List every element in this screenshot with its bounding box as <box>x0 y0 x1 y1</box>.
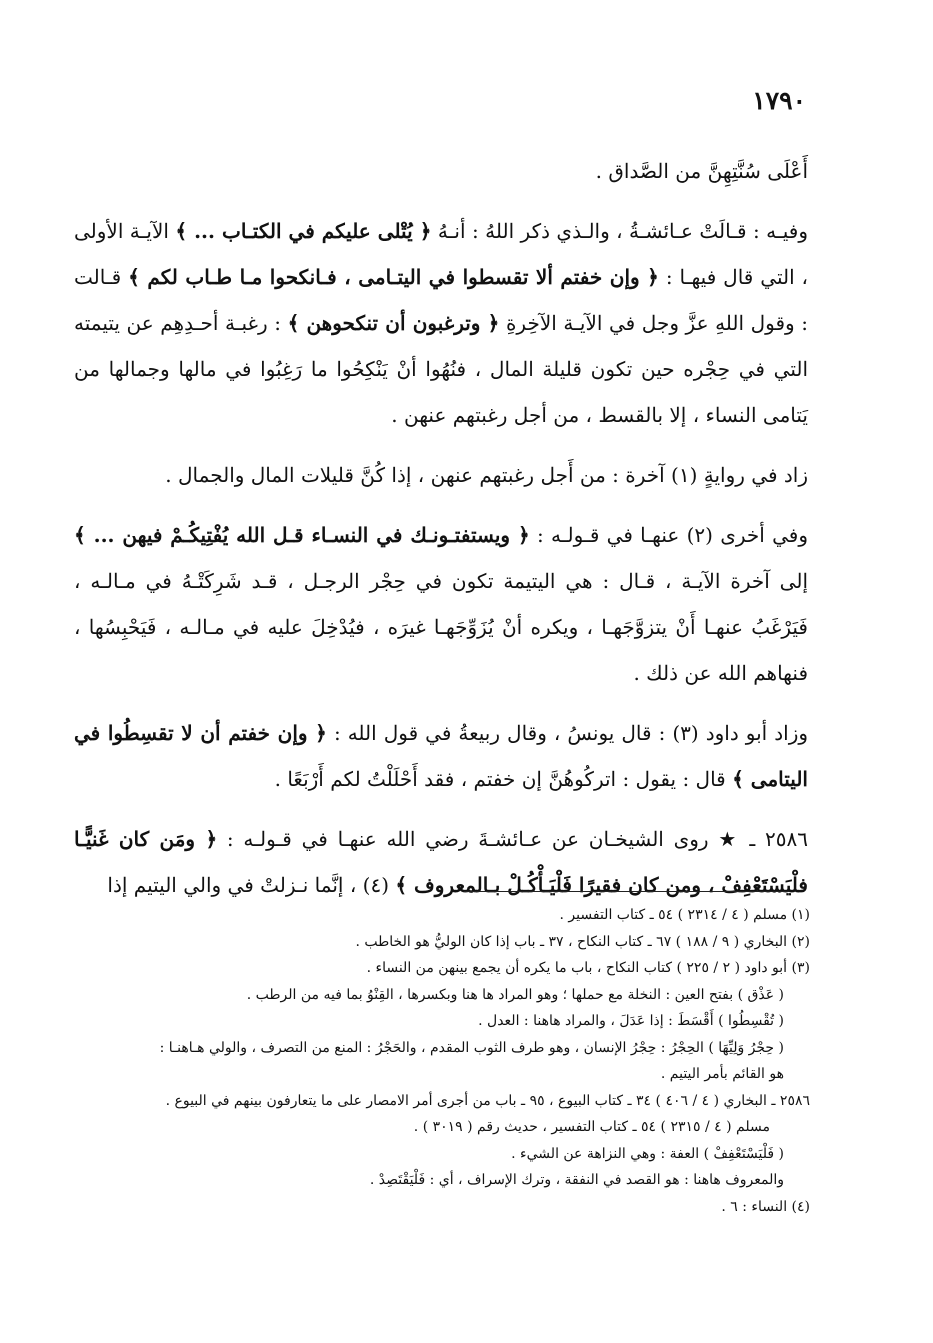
footnote-2: (٢) البخاري ( ٩ / ١٨٨ ) ٦٧ ـ كتاب النكاح ، ٣٧ ـ باب إذا كان الوليُّ هو الخاطب . <box>355 933 810 950</box>
footnote-divider <box>464 891 789 892</box>
gloss-item: ( عَذْق ) بفتح العين : النخلة مع حملها ؛ وهو المراد ها هنا وبكسرها ، القِنْوُ بما فيه من الرطب . <box>246 986 784 1003</box>
paragraph-3: زاد في روايةٍ (١) آخرة : من أَجل رغبتهم عنهن ، إذا كُنَّ قليلات المال والجمال . <box>165 463 808 487</box>
footnotes <box>72 902 810 1220</box>
paragraph-6: ٢٥٨٦ ـ ★ روى الشيخـان عن عـائشـةَ رضي الله عنهـا في قـولـه : ﴿ ومَن كان غَنيًّـا فلْيَسْتَعْفِفْ ، ومن كان فقيرًا فَلْيَـأْكُـلْ بـالمعروف ﴾ (٤) ، إنَّما نـزلتْ في والي اليتيم إذا <box>74 827 808 897</box>
footnote-4: (٤) النساء : ٦ . <box>721 1198 810 1215</box>
paragraph-4: وفي أخرى (٢) عنهـا في قـولـه : ﴿ ويستفتـونـك في النسـاء قـل الله يُفْتِيكُـمْ فيهن ... ﴾ إلى آخرة الآيـة ، قـال : هي اليتيمة تكون في حِجْر الرجـل ، قـد شَرِكَتْـهُ في مـالـه ، فَيَرْغَبُ عنهـا أَنْ يتزوَّجَهـا ، ويكره أنْ يُزَوِّجَهـا غيرَه ، فيُدْخِلَ عليه في مـالـه ، فَيَحْبِسُها ، فنهاهم الله عن ذلك . <box>74 523 809 685</box>
paragraph-5: وزاد أبو داود (٣) : قال يونسُ ، وقال ربيعةُ في قول الله : ﴿ وإن خفتم أن لا تقسِطُوا في اليتامى ﴾ قال : يقول : اتركُوهُنَّ إن خفتم ، فقد أَحْلَلْتُ لكم أَرْبَعًا . <box>74 721 809 791</box>
quran-quote: ﴿ وإن خفتم أن لا تقسِطُوا في اليتامى ﴾ <box>74 721 808 791</box>
paragraph-1: أَعْلَى سُنَّتِهِنَّ من الصَّداق . <box>595 159 808 183</box>
footnote-2586: ٢٥٨٦ ـ البخاري ( ٤ / ٤٠٦ ) ٣٤ ـ كتاب البيوع ، ٩٥ ـ باب من أجرى أمر الامصار على ما يتعارفون بينهم في البيوع . <box>165 1092 810 1109</box>
footnote-1: (١) مسلم ( ٤ / ٢٣١٤ ) ٥٤ ـ كتاب التفسير . <box>559 907 810 923</box>
gloss-item: ( حِجْرُ وَلِيِّهَا ) الحِجْرُ : حِجْرُ الإنسان ، وهو طرف الثوب المقدم ، والحَجْرُ : المنع من التصرف ، والولي هـاهنـا : <box>159 1039 784 1056</box>
main-text <box>74 148 808 922</box>
quran-quote: ﴿ ويستفتـونـك في النسـاء قـل الله يُفْتِيكُـمْ فيهن ... ﴾ <box>74 523 530 547</box>
gloss-item-continued: هو القائم بأمر اليتيم . <box>660 1066 784 1082</box>
page-number: ١٧٩٠ <box>752 86 806 115</box>
quran-quote: ﴿ يُتْلى عليكم في الكتـاب ... ﴾ <box>175 219 432 243</box>
quran-quote: ﴿ ومَن كان غَنيًّـا فلْيَسْتَعْفِفْ ، ومن كان فقيرًا فَلْيَـأْكُـلْ بـالمعروف ﴾ <box>74 827 808 897</box>
footnote-3: (٣) أبو داود ( ٢ / ٢٢٥ ) كتاب النكاح ، باب ما يكره أن يجمع بينهن من النساء . <box>366 960 810 976</box>
gloss-item: والمعروف هاهنا : هو القصد في النفقة ، وترك الإسراف ، أي : فَلْيَقْتَصِدْ . <box>369 1172 784 1188</box>
gloss-item: ( فَلْيَسْتَعْفِفْ ) العفة : وهي النزاهة عن الشيء . <box>511 1145 784 1162</box>
gloss-item: ( تُقْسِطُوا ) أَقْسَطَ : إذا عَدَلَ ، والمراد هاهنا : العدل . <box>478 1013 784 1029</box>
quran-quote: ﴿ وترغبون أن تنكحوهن ﴾ <box>287 311 500 335</box>
footnote-2586-muslim: مسلم ( ٤ / ٢٣١٥ ) ٥٤ ـ كتاب التفسير ، حديث رقم ( ٣٠١٩ ) . <box>413 1119 770 1135</box>
paragraph-2: وفيـه : قـالَتْ عـائشـةُ ، والـذي ذكر اللهُ : أنـهُ ﴿ يُتْلى عليكم في الكتـاب ... ﴾ الآيـة الأولى ، التي قال فيهـا : ﴿ وإن خفتم ألا تقسطوا في اليتـامى ، فـانكحوا مـا طـاب لكم ﴾ قـالت : وقول اللهِ عزَّ وجل في الآيـة الآخِرةِ ﴿ وترغبون أن تنكحوهن ﴾ : رغبـة أحـدِهِم عن يتيمته التي في حِجْره حين تكون قليلة المال ، فنُهُوا أنْ يَنْكِحُوا ما رَغِبُوا في مالها وجمالها من يَتامى النساء ، إلا بالقسط ، من أجل رغبتهم عنهن . <box>74 219 809 427</box>
quran-quote: ﴿ وإن خفتم ألا تقسطوا في اليتـامى ، فـانكحوا مـا طـاب لكم ﴾ <box>128 265 659 289</box>
